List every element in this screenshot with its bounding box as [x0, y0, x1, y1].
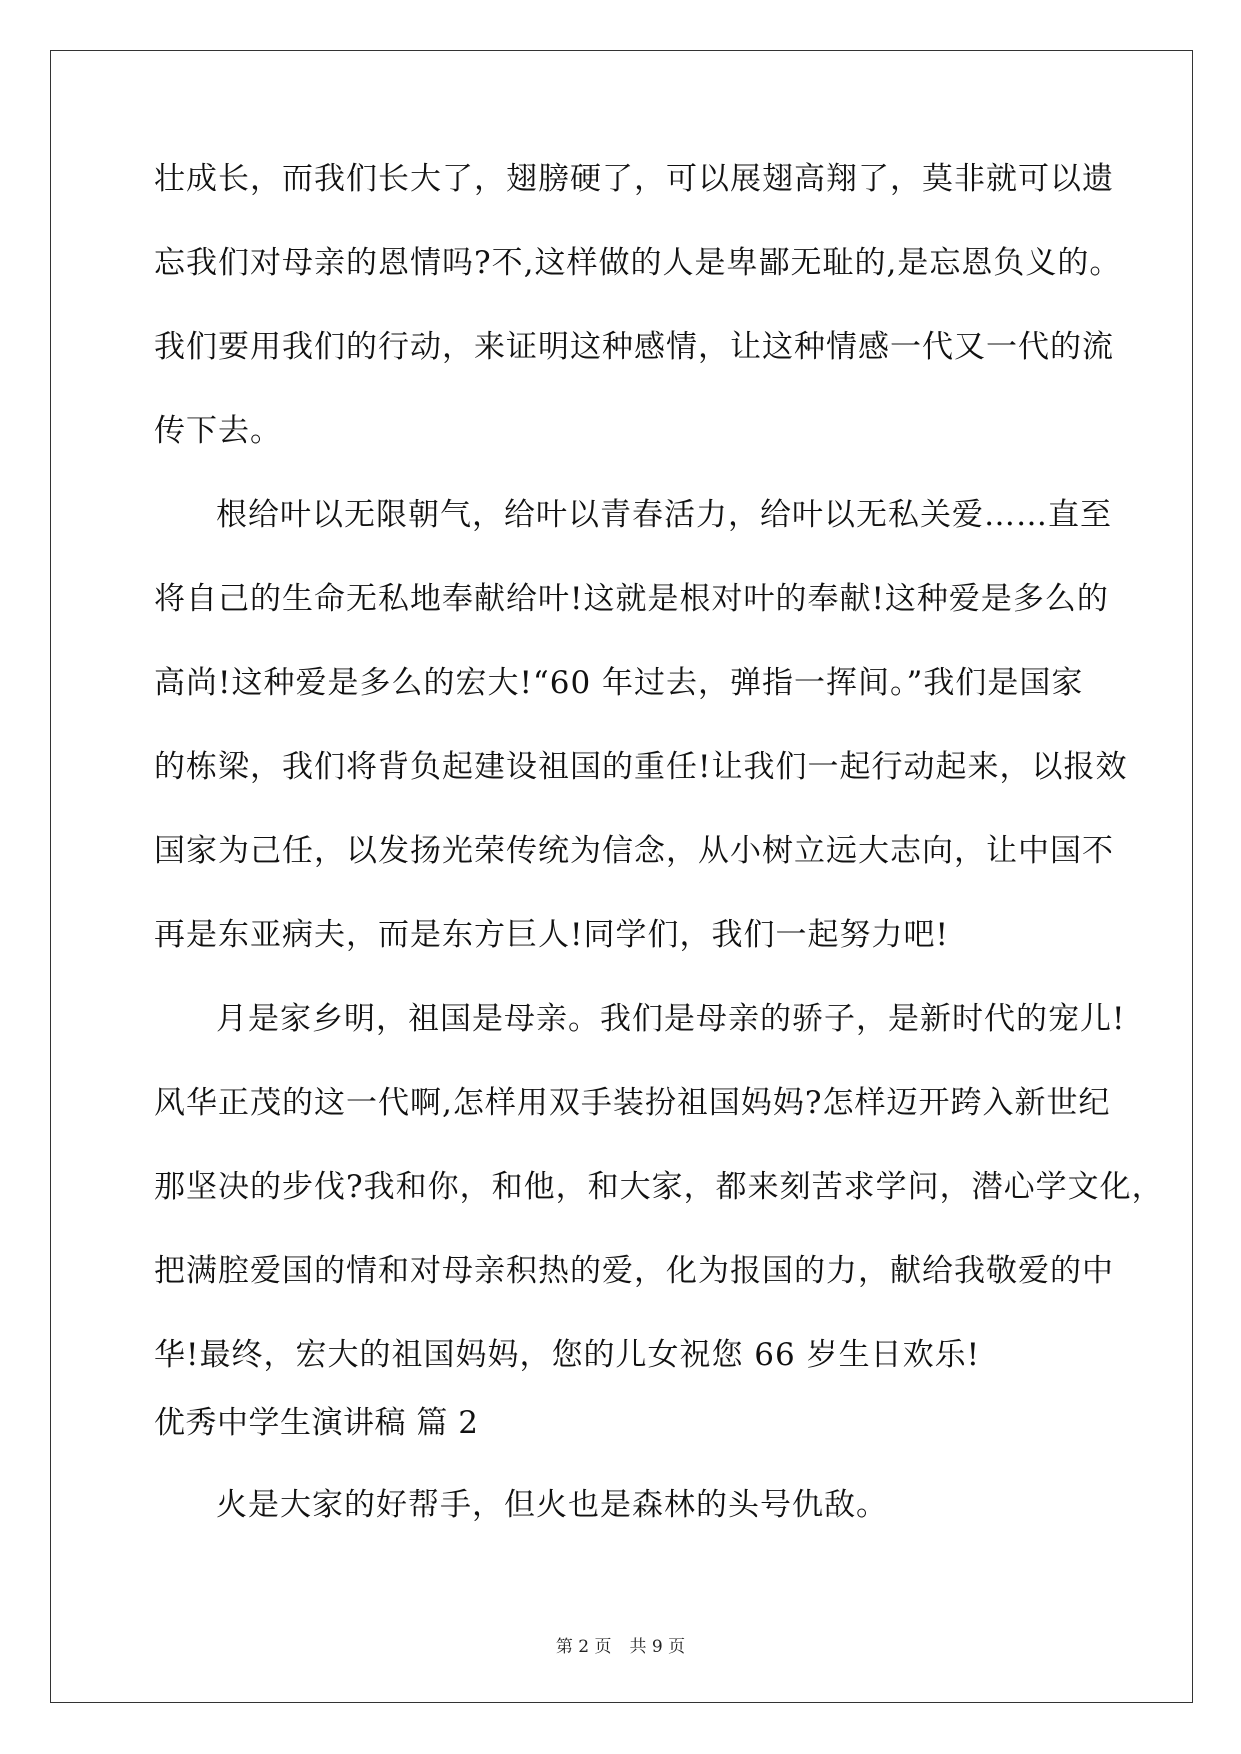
text-line: 将自己的生命无私地奉献给叶!这就是根对叶的奉献!这种爱是多么的 — [154, 581, 1109, 617]
text-line: 那坚决的步伐?我和你，和他，和大家，都来刻苦求学问，潜心学文化， — [154, 1169, 1164, 1205]
paragraph — [154, 1000, 1164, 1374]
section-heading: 优秀中学生演讲稿 篇 2 — [154, 1405, 479, 1441]
document-body — [154, 160, 1164, 1524]
paragraph — [154, 496, 1128, 954]
text-line: 忘我们对母亲的恩情吗?不,这样做的人是卑鄙无耻的,是忘恩负义的。 — [154, 245, 1122, 281]
text-line: 高尚!这种爱是多么的宏大!“60 年过去，弹指一挥间。”我们是国家 — [154, 665, 1084, 701]
text-line: 风华正茂的这一代啊,怎样用双手装扮祖国妈妈?怎样迈开跨入新世纪 — [154, 1085, 1111, 1121]
text-line: 我们要用我们的行动，来证明这种感情，让这种情感一代又一代的流 — [154, 329, 1114, 365]
text-line: 月是家乡明，祖国是母亲。我们是母亲的骄子，是新时代的宠儿! — [216, 1001, 1126, 1037]
page-footer — [0, 1632, 1241, 1657]
paragraph — [154, 160, 1122, 450]
text-line: 火是大家的好帮手，但火也是森林的头号仇敌。 — [216, 1487, 888, 1523]
text-line: 壮成长，而我们长大了，翅膀硬了，可以展翅高翔了，莫非就可以遗 — [154, 161, 1114, 197]
text-line: 华!最终，宏大的祖国妈妈，您的儿女祝您 66 岁生日欢乐! — [154, 1337, 981, 1373]
text-line: 的栋梁，我们将背负起建设祖国的重任!让我们一起行动起来，以报效 — [154, 749, 1128, 785]
page-number: 第 2 页 — [555, 1637, 612, 1657]
text-line: 国家为己任，以发扬光荣传统为信念，从小树立远大志向，让中国不 — [154, 833, 1114, 869]
page-total: 共 9 页 — [629, 1637, 686, 1657]
text-line: 根给叶以无限朝气，给叶以青春活力，给叶以无私关爱……直至 — [216, 497, 1112, 533]
text-line: 再是东亚病夫，而是东方巨人!同学们，我们一起努力吧! — [154, 917, 949, 953]
text-line: 传下去。 — [154, 413, 282, 449]
text-line: 把满腔爱国的情和对母亲积热的爱，化为报国的力，献给我敬爱的中 — [154, 1253, 1114, 1289]
